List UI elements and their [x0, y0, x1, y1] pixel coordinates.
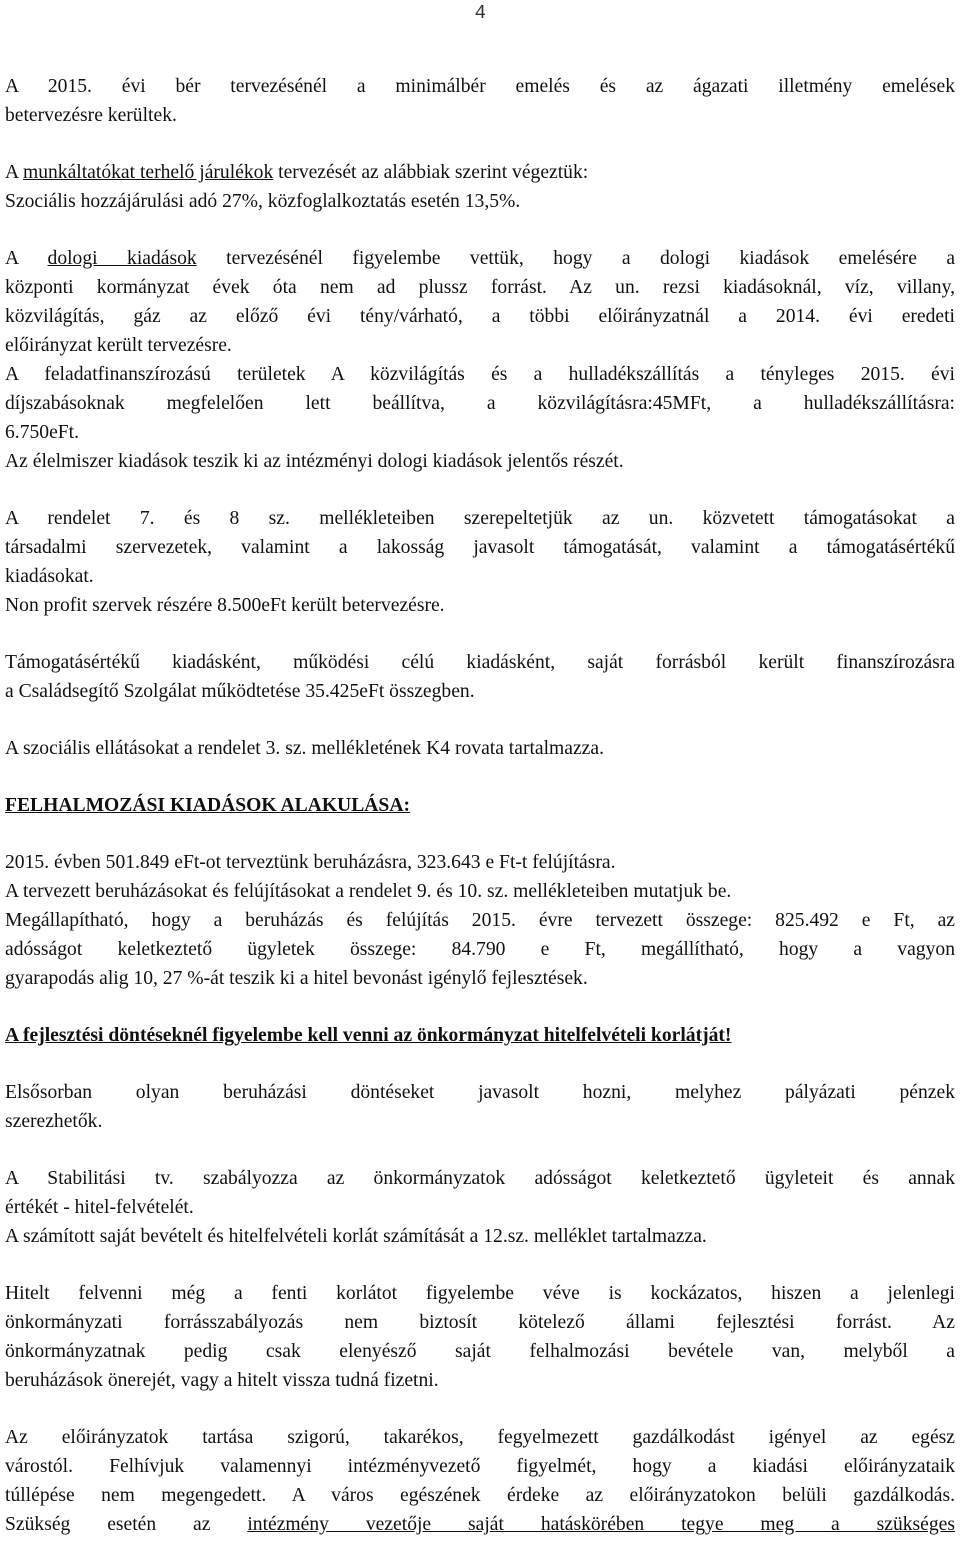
emphasis-statement: A fejlesztési döntéseknél figyelembe kell venni az önkormányzat hitelfelvételi korlátját! [5, 1025, 732, 1046]
paragraph-stability-act-line-3: A számított saját bevételt és hitelfelvételi korlát számítását a 12.sz. melléklet tartalmazza. [5, 1226, 707, 1247]
paragraph-contributions-line-2: Szociális hozzájárulási adó 27%, közfoglalkoztatás esetén 13,5%. [5, 191, 521, 212]
paragraph-material-expenses-line-3: közvilágítás, gáz az előző évi tény/várható, a többi előirányzatnál a 2014. évi eredeti [5, 306, 955, 327]
paragraph-loan-risk-line-4: beruházások önerejét, vagy a hitelt vissza tudná fizetni. [5, 1370, 439, 1391]
paragraph-material-expenses-line-1: A dologi kiadások tervezésénél figyelembe vettük, hogy a dologi kiadások emelésére a [5, 248, 956, 269]
paragraph-material-expenses-line-5: A feladatfinanszírozású területek A közvilágítás és a hulladékszállítás a tényleges 2015. évi [5, 364, 955, 385]
paragraph-family-service-line-1: Támogatásértékű kiadásként, működési célú kiadásként, saját forrásból került finanszírozásra [5, 652, 955, 673]
paragraph-loan-risk-line-1: Hitelt felvenni még a fenti korlátot figyelembe véve is kockázatos, hiszen a jelenlegi [5, 1283, 955, 1304]
paragraph-indirect-support-line-1: A rendelet 7. és 8 sz. mellékleteiben szerepeltetjük az un. közvetett támogatásokat a [5, 508, 955, 529]
paragraph-investments-line-5: gyarapodás alig 10, 27 %-át teszik ki a hitel bevonást igénylő fejlesztések. [5, 968, 588, 989]
paragraph-budget-discipline-line-4: Szükség esetén az intézmény vezetője saját hatáskörében tegye meg a szükséges [5, 1514, 956, 1535]
paragraph-wage-planning-line-1: A 2015. évi bér tervezésénél a minimálbér emelés és az ágazati illetmény emelések [5, 76, 955, 97]
paragraph-investments-line-4: adósságot keletkeztető ügyletek összege: 84.790 e Ft, megállítható, hogy a vagyon [5, 939, 955, 960]
material-expenses-underlined-term: dologi kiadások [47, 248, 197, 269]
paragraph-social-benefits: A szociális ellátásokat a rendelet 3. sz. mellékletének K4 rovata tartalmazza. [5, 738, 604, 759]
paragraph-family-service-line-2: a Családsegítő Szolgálat működtetése 35.425eFt összegben. [5, 681, 475, 702]
contributions-underlined-term: munkáltatókat terhelő járulékok [22, 162, 274, 183]
document-body [5, 72, 955, 1539]
paragraph-wage-planning-line-2: betervezésre kerültek. [5, 105, 177, 126]
paragraph-material-expenses-line-8: Az élelmiszer kiadások teszik ki az intézményi dologi kiadások jelentős részét. [5, 451, 624, 472]
paragraph-budget-discipline-line-3: túllépése nem megengedett. A város egészének érdeke az előirányzatokon belüli gazdálkodás. [5, 1485, 955, 1506]
paragraph-loan-risk-line-3: önkormányzatnak pedig csak elenyésző saját felhalmozási bevétele van, melyből a [5, 1341, 955, 1362]
paragraph-stability-act-line-2: értékét - hitel-felvételét. [5, 1197, 194, 1218]
paragraph-material-expenses-line-2: központi kormányzat évek óta nem ad plussz forrást. Az un. rezsi kiadásoknál, víz, villany, [5, 277, 955, 298]
paragraph-grants-line-2: szerezhetők. [5, 1111, 103, 1132]
page-number: 4 [474, 2, 486, 24]
paragraph-indirect-support-line-3: kiadásokat. [5, 566, 94, 587]
paragraph-material-expenses-line-7: 6.750eFt. [5, 422, 80, 443]
paragraph-budget-discipline-line-2: várostól. Felhívjuk valamennyi intézményvezető figyelmét, hogy a kiadási előirányzataik [5, 1456, 955, 1477]
paragraph-budget-discipline-line-1: Az előirányzatok tartása szigorú, takarékos, fegyelmezett gazdálkodást igényel az egész [5, 1427, 955, 1448]
paragraph-indirect-support-line-2: társadalmi szervezetek, valamint a lakosság javasolt támogatását, valamint a támogatásértékű [5, 537, 955, 558]
paragraph-stability-act-line-1: A Stabilitási tv. szabályozza az önkormányzatok adósságot keletkeztető ügyleteit és annak [5, 1168, 955, 1189]
paragraph-investments-line-2: A tervezett beruházásokat és felújításokat a rendelet 9. és 10. sz. mellékleteiben mutatjuk be. [5, 881, 732, 902]
paragraph-contributions-line-1: A munkáltatókat terhelő járulékok tervezését az alábbiak szerint végeztük: [5, 162, 589, 183]
section-heading: FELHALMOZÁSI KIADÁSOK ALAKULÁSA: [5, 795, 411, 816]
paragraph-material-expenses-line-4: előirányzat került tervezésre. [5, 335, 232, 356]
paragraph-grants-line-1: Elsősorban olyan beruházási döntéseket javasolt hozni, melyhez pályázati pénzek [5, 1082, 955, 1103]
paragraph-investments-line-3: Megállapítható, hogy a beruházás és felújítás 2015. évre tervezett összege: 825.492 e Ft, az [5, 910, 955, 931]
paragraph-loan-risk-line-2: önkormányzati forrásszabályozás nem biztosít kötelező állami fejlesztési forrást. Az [5, 1312, 955, 1333]
paragraph-material-expenses-line-6: díjszabásoknak megfelelően lett beállítva, a közvilágításra:45MFt, a hulladékszállításra: [5, 393, 955, 414]
institution-head-underlined-text: intézmény vezetője saját hatáskörében tegye meg a szükséges [247, 1514, 956, 1535]
paragraph-indirect-support-line-4: Non profit szervek részére 8.500eFt került betervezésre. [5, 595, 445, 616]
paragraph-investments-line-1: 2015. évben 501.849 eFt-ot terveztünk beruházásra, 323.643 e Ft-t felújításra. [5, 852, 616, 873]
